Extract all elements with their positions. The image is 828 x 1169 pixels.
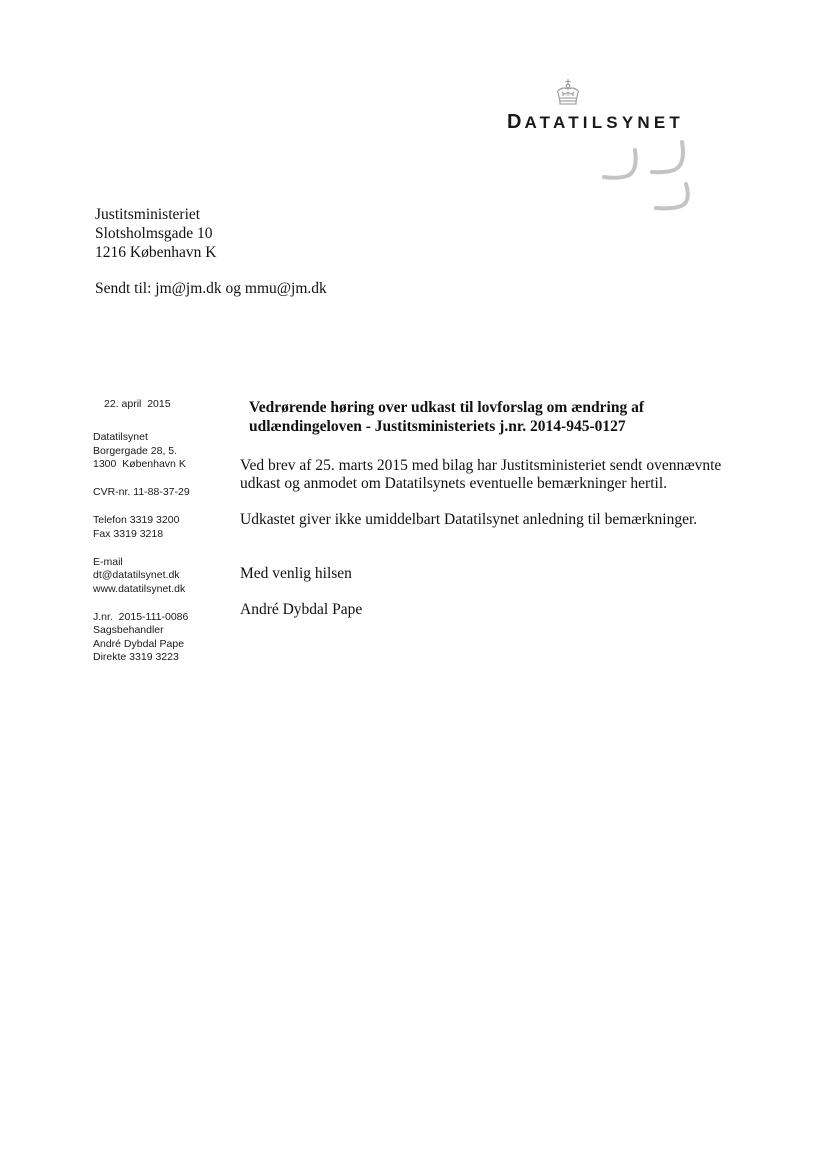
closing-greeting: Med venlig hilsen xyxy=(240,565,352,582)
signature-name: André Dybdal Pape xyxy=(240,601,363,618)
recipient-name: Justitsministeriet xyxy=(95,206,201,223)
brand-name: ATATILSYNET xyxy=(524,113,684,132)
sender-fax: Fax 3319 3218 xyxy=(93,527,164,540)
body-paragraph-1 xyxy=(240,457,721,493)
sender-email: dt@datatilsynet.dk xyxy=(93,569,180,582)
handler-direct-phone: Direkte 3319 3223 xyxy=(93,650,179,663)
recipient-street: Slotsholmsgade 10 xyxy=(95,225,213,242)
letter-subject xyxy=(249,398,669,436)
sender-cvr: CVR-nr. 11-88-37-29 xyxy=(93,486,190,499)
hooks-mark-icon xyxy=(600,138,700,216)
sender-phone: Telefon 3319 3200 xyxy=(93,514,180,527)
brand-initial: D xyxy=(507,111,525,133)
letter-date: 22. april 2015 xyxy=(104,398,171,410)
sender-website: www.datatilsynet.dk xyxy=(93,582,186,595)
subject-line-2: udlændingeloven - Justitsministeriets j.nr. 2014-945-0127 xyxy=(249,418,626,435)
body-paragraph-2: Udkastet giver ikke umiddelbart Datatilsynet anledning til bemærkninger. xyxy=(240,511,698,528)
paragraph-1-line-1: Ved brev af 25. marts 2015 med bilag har Justitsministeriet sendt ovennævnte xyxy=(240,457,722,474)
brand-wordmark xyxy=(507,111,684,134)
sender-email-label: E-mail xyxy=(93,556,123,569)
subject-line-1: Vedrørende høring over udkast til lovforslag om ændring af xyxy=(249,399,644,416)
sender-city: 1300 København K xyxy=(93,457,186,470)
sender-org: Datatilsynet xyxy=(93,431,148,444)
handler-label: Sagsbehandler xyxy=(93,624,164,637)
sent-to-line: Sendt til: jm@jm.dk og mmu@jm.dk xyxy=(95,280,327,297)
crown-icon xyxy=(553,78,583,108)
handler-name: André Dybdal Pape xyxy=(93,637,185,650)
recipient-city: 1216 København K xyxy=(95,244,217,261)
case-number: J.nr. 2015-111-0086 xyxy=(93,610,189,623)
recipient-address xyxy=(95,205,216,262)
sender-street: Borgergade 28, 5. xyxy=(93,444,178,457)
paragraph-1-line-2: udkast og anmodet om Datatilsynets eventuelle bemærkninger hertil. xyxy=(240,475,668,492)
sender-sidebar xyxy=(93,398,190,664)
